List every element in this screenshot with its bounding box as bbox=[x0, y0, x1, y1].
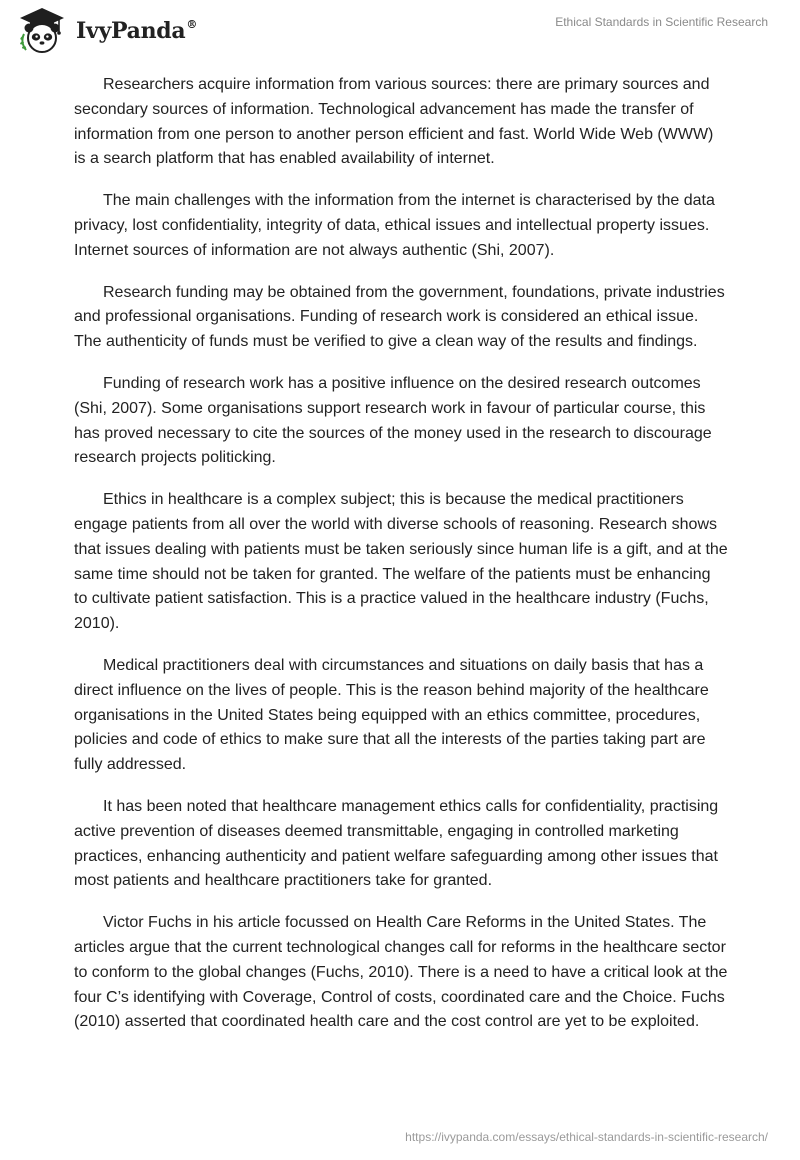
panda-graduate-icon bbox=[14, 6, 70, 54]
paragraph: Ethics in healthcare is a complex subject; this is because the medical practitioners engage patients from all over the world with diverse schools of reasoning. Research shows that issues dealing with patients must be taken seriously since human life is a gift, and at the same time should not be taken for granted. The welfare of the patients must be enhancing to cultivate patient satisfaction. This is a practice valued in the healthcare industry (Fuchs, 2010). bbox=[74, 491, 728, 633]
document-title: Ethical Standards in Scientific Research bbox=[555, 15, 768, 29]
brand-logo[interactable] bbox=[14, 6, 197, 54]
paragraph: Researchers acquire information from various sources: there are primary sources and secondary sources of information. Technological advancement has made the transfer of information from one person to another person efficient and fast. World Wide Web (WWW) is a search platform that has enabled availability of internet. bbox=[74, 76, 714, 168]
paragraph: Funding of research work has a positive influence on the desired research outcomes (Shi, 2007). Some organisations support research work in favour of particular course, this has proved necessary to cite the sources of the money used in the research to discourage research projects politicking. bbox=[74, 374, 712, 467]
brand-name: IvyPanda® bbox=[76, 17, 198, 44]
page-header bbox=[0, 0, 800, 60]
paragraph: It has been noted that healthcare management ethics calls for confidentiality, practising active prevention of diseases deemed transmittable, engaging in controlled marketing practices, enhancing authenticity and patient welfare safeguarding among other issues that most patients and healthcare practitioners take for granted. bbox=[74, 797, 719, 890]
paragraph: The main challenges with the information from the internet is characterised by the data privacy, lost confidentiality, integrity of data, ethical issues and intellectual property issues. Internet sources of information are not always authentic (Shi, 2007). bbox=[74, 192, 715, 259]
paragraph: Medical practitioners deal with circumstances and situations on daily basis that has a direct influence on the lives of people. This is the reason behind majority of the healthcare organisations in the United States being equipped with an ethics committee, procedures, policies and code of ethics to make sure that all the interests of the parties taking part are fully addressed. bbox=[74, 656, 709, 774]
registered-mark: ® bbox=[186, 17, 198, 31]
paragraph: Research funding may be obtained from the government, foundations, private industries and professional organisations. Funding of research work is considered an ethical issue. The authenticity of funds must be verified to give a clean way of the results and findings. bbox=[74, 283, 725, 351]
paragraph: Victor Fuchs in his article focussed on Health Care Reforms in the United States. The articles argue that the current technological changes call for reforms in the healthcare sector to conform to the global changes (Fuchs, 2010). There is a need to have a critical look at the four C’s identifying with Coverage, Control of costs, coordinated care and the Choice. Fuchs (2010) asserted that coordinated health care and the cost control are yet to be exploited. bbox=[74, 914, 728, 1031]
essay-body bbox=[74, 73, 728, 1052]
source-url[interactable]: https://ivypanda.com/essays/ethical-standards-in-scientific-research/ bbox=[405, 1130, 768, 1144]
